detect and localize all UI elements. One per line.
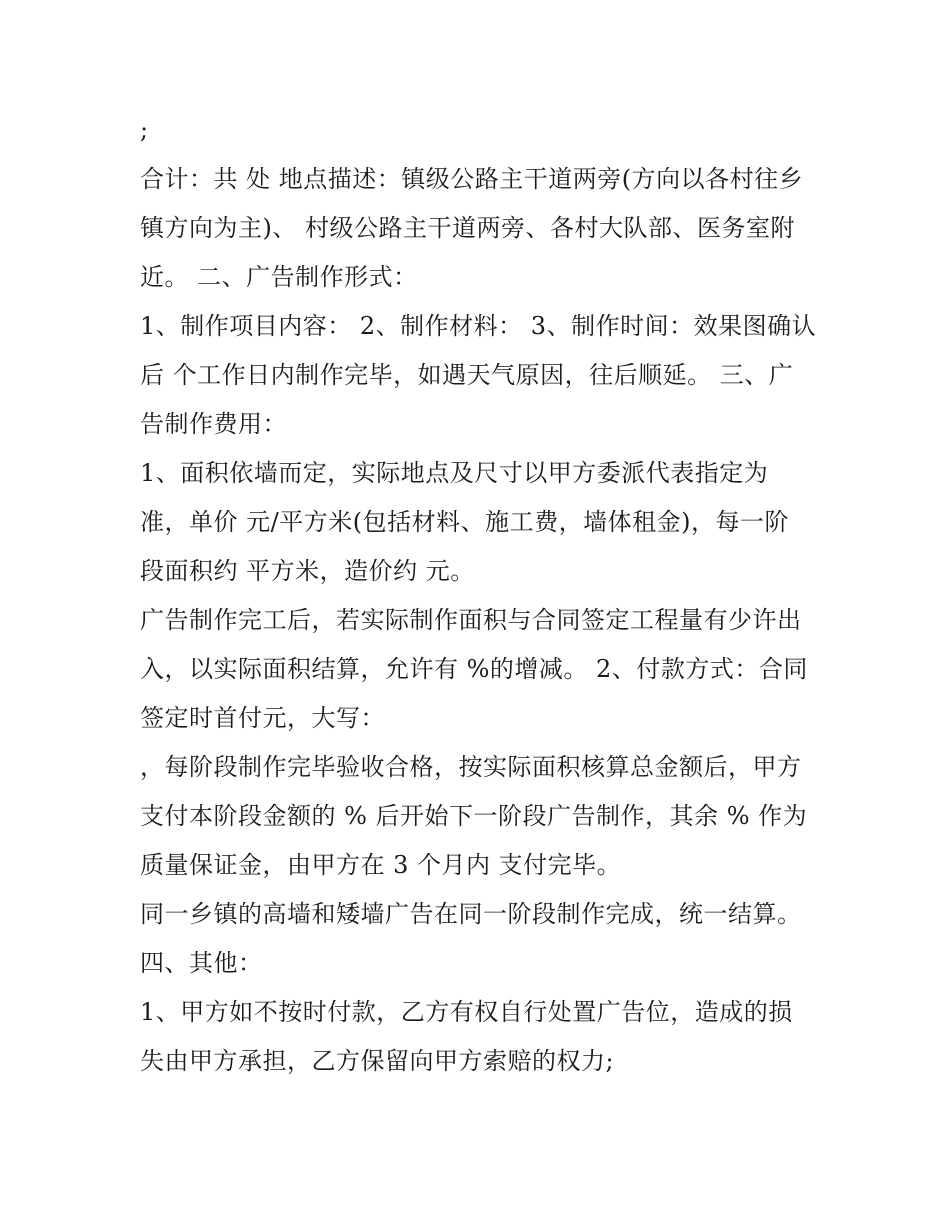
text-line: 后 个工作日内制作完毕，如遇天气原因，往后顺延。 三、广: [140, 361, 794, 389]
text-line: 广告制作完工后，若实际制作面积与合同签定工程量有少许出: [140, 606, 802, 634]
text-line: ，每阶段制作完毕验收合格，按实际面积核算总金额后，甲方: [140, 753, 802, 781]
text-line: 1、面积依墙而定，实际地点及尺寸以甲方委派代表指定为: [140, 459, 769, 487]
text-line: ;: [140, 116, 149, 144]
text-line: 失由甲方承担，乙方保留向甲方索赔的权力;: [140, 1047, 615, 1075]
text-line: 质量保证金，由甲方在 3 个月内 支付完毕。: [140, 851, 622, 879]
document-body: [140, 106, 820, 1086]
text-line: 镇方向为主)、 村级公路主干道两旁、各村大队部、医务室附: [140, 214, 795, 242]
text-line: 同一乡镇的高墙和矮墙广告在同一阶段制作完成，统一结算。: [140, 900, 802, 928]
text-line: 四、其他：: [140, 949, 263, 977]
text-line: 入，以实际面积结算，允许有 %的增减。 2、付款方式：合同: [140, 655, 808, 683]
text-line: 1、制作项目内容： 2、制作材料： 3、制作时间：效果图确认: [140, 312, 817, 340]
text-line: 合计：共 处 地点描述：镇级公路主干道两旁(方向以各村往乡: [140, 165, 804, 193]
text-line: 近。 二、广告制作形式：: [140, 263, 418, 291]
text-line: 签定时首付元，大写：: [140, 704, 385, 732]
text-line: 支付本阶段金额的 % 后开始下一阶段广告制作，其余 % 作为: [140, 802, 808, 830]
text-line: 段面积约 平方米，造价约 元。: [140, 557, 475, 585]
text-line: 1、甲方如不按时付款，乙方有权自行处置广告位，造成的损: [140, 998, 793, 1026]
text-line: 告制作费用：: [140, 410, 287, 438]
text-line: 准，单价 元/平方米(包括材料、施工费，墙体租金)，每一阶: [140, 508, 789, 536]
